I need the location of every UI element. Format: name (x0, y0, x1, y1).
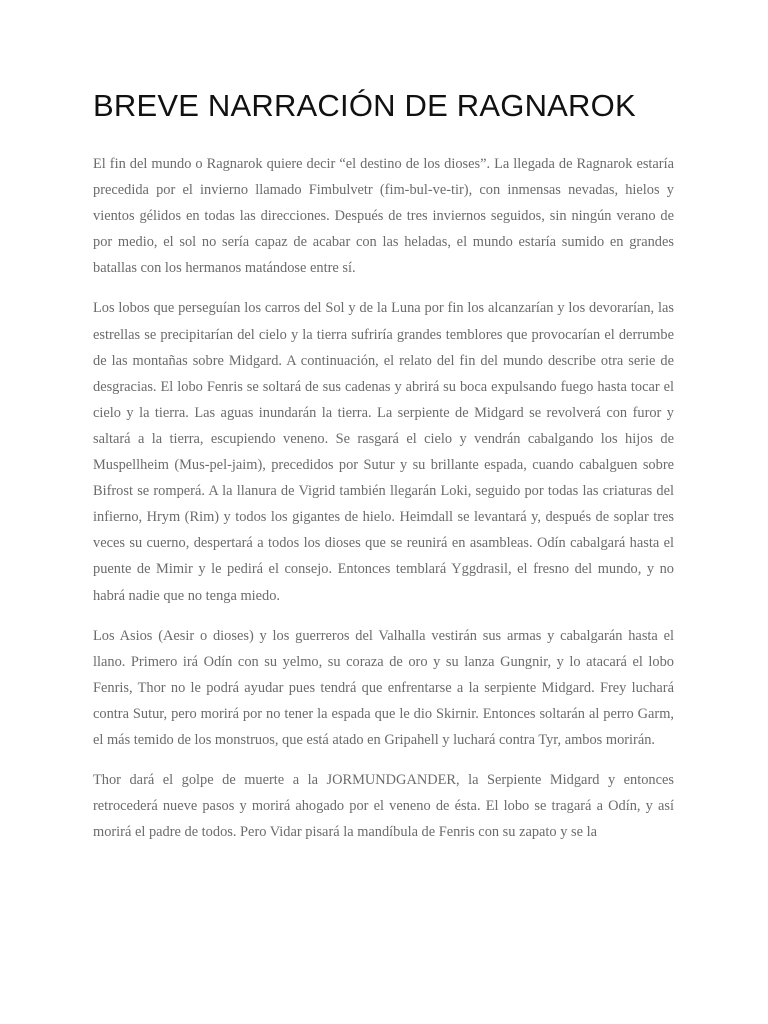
paragraph: Thor dará el golpe de muerte a la JORMUNDGANDER, la Serpiente Midgard y entonces retrocederá nueve pasos y morirá ahogado por el veneno de ésta. El lobo se tragará a Odín, y así morirá el padre de todos. Pero Vidar pisará la mandíbula de Fenris con su zapato y se la (93, 772, 674, 841)
paragraph: Los lobos que perseguían los carros del Sol y de la Luna por fin los alcanzarían y los devorarían, las estrellas se precipitarían del cielo y la tierra sufriría grandes temblores que provocarían el derrumbe de las montañas sobre Midgard. A continuación, el relato del fin del mundo describe otra serie de desgracias. El lobo Fenris se soltará de sus cadenas y abrirá su boca expulsando fuego hasta tocar el cielo y la tierra. Las aguas inundarán la tierra. La serpiente de Midgard se revolverá con furor y saltará a la tierra, escupiendo veneno. Se rasgará el cielo y vendrán cabalgando los hijos de Muspellheim (Mus-pel-jaim), precedidos por Sutur y su brillante espada, cuando cabalguen sobre Bifrost se romperá. A la llanura de Vigrid también llegarán Loki, seguido por todas las criaturas del infierno, Hrym (Rim) y todos los gigantes de hielo. Heimdall se levantará y, después de soplar tres veces su cuerno, despertará a todos los dioses que se reunirá en asambleas. Odín cabalgará hasta el puente de Mimir y le pedirá el consejo. Entonces temblará Yggdrasil, el fresno del mundo, y no habrá nadie que no tenga miedo. (93, 300, 674, 604)
document-title: BREVE NARRACIÓN DE RAGNAROK (93, 88, 636, 123)
paragraph: El fin del mundo o Ragnarok quiere decir “el destino de los dioses”. La llegada de Ragnarok estaría precedida por el invierno llamado Fimbulvetr (fim-bul-ve-tir), con inmensas nevadas, hielos y vientos gélidos en todas las direcciones. Después de tres inviernos seguidos, sin ningún verano de por medio, el sol no sería capaz de acabar con las heladas, el mundo estaría sumido en grandes batallas con los hermanos matándose entre sí. (93, 156, 674, 277)
paragraph: Los Asios (Aesir o dioses) y los guerreros del Valhalla vestirán sus armas y cabalgarán hasta el llano. Primero irá Odín con su yelmo, su coraza de oro y su lanza Gungnir, y lo atacará el lobo Fenris, Thor no le podrá ayudar pues tendrá que enfrentarse a la serpiente Midgard. Frey luchará contra Sutur, pero morirá por no tener la espada que le dio Skirnir. Entonces soltarán al perro Garm, el más temido de los monstruos, que está atado en Gripahell y luchará contra Tyr, ambos morirán. (93, 627, 674, 748)
document-body (93, 151, 674, 859)
